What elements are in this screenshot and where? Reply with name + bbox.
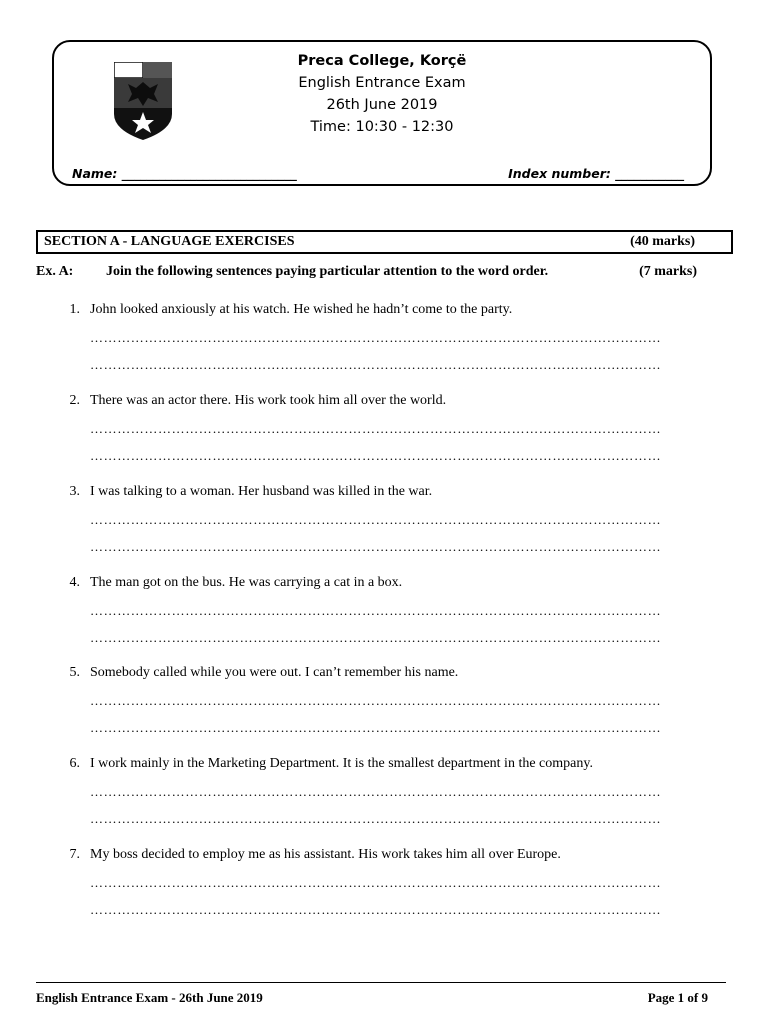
footer-divider bbox=[36, 982, 726, 983]
section-header bbox=[36, 230, 733, 254]
exam-title-block bbox=[54, 50, 710, 138]
answer-line[interactable]: ……………………………………………………………………………………………………………… bbox=[90, 603, 662, 618]
answer-line[interactable]: ……………………………………………………………………………………………………………… bbox=[90, 902, 662, 917]
answer-line[interactable]: ……………………………………………………………………………………………………………… bbox=[90, 330, 662, 345]
answer-line[interactable]: ……………………………………………………………………………………………………………… bbox=[90, 784, 662, 799]
exam-date: 26th June 2019 bbox=[326, 97, 438, 113]
question-number: 3. bbox=[69, 484, 80, 499]
exam-name: English Entrance Exam bbox=[298, 75, 466, 91]
question-text: I was talking to a woman. Her husband was killed in the war. bbox=[90, 484, 433, 499]
answer-line[interactable]: ……………………………………………………………………………………………………………… bbox=[90, 693, 662, 708]
question-number: 5. bbox=[69, 665, 80, 680]
question-text: Somebody called while you were out. I can’t remember his name. bbox=[90, 665, 459, 680]
exercise-instruction: Join the following sentences paying particular attention to the word order. bbox=[106, 264, 549, 279]
question-text: There was an actor there. His work took him all over the world. bbox=[90, 393, 447, 408]
name-field[interactable]: Name: ____________________________ bbox=[72, 166, 297, 181]
exercise-label: Ex. A: bbox=[36, 264, 74, 279]
answer-line[interactable]: ……………………………………………………………………………………………………………… bbox=[90, 720, 662, 735]
answer-line[interactable]: ……………………………………………………………………………………………………………… bbox=[90, 630, 662, 645]
question-number: 2. bbox=[69, 393, 80, 408]
footer-exam-info: English Entrance Exam - 26th June 2019 bbox=[36, 990, 263, 1005]
question-number: 4. bbox=[69, 575, 80, 590]
question-text: My boss decided to employ me as his assistant. His work takes him all over Europe. bbox=[90, 847, 561, 862]
question-number: 6. bbox=[69, 756, 80, 771]
exercise-marks: (7 marks) bbox=[639, 264, 697, 279]
question-text: I work mainly in the Marketing Department. It is the smallest department in the company. bbox=[90, 756, 593, 771]
answer-line[interactable]: ……………………………………………………………………………………………………………… bbox=[90, 875, 662, 890]
college-name: Preca College, Korçë bbox=[297, 53, 467, 69]
index-number-field[interactable]: Index number: ___________ bbox=[508, 166, 684, 181]
answer-line[interactable]: ……………………………………………………………………………………………………………… bbox=[90, 811, 662, 826]
answer-line[interactable]: ……………………………………………………………………………………………………………… bbox=[90, 512, 662, 527]
question-number: 7. bbox=[69, 847, 80, 862]
question-text: John looked anxiously at his watch. He wished he hadn’t come to the party. bbox=[90, 302, 513, 317]
question-number: 1. bbox=[69, 302, 80, 317]
answer-line[interactable]: ……………………………………………………………………………………………………………… bbox=[90, 448, 662, 463]
exam-header-box bbox=[52, 40, 712, 186]
section-title: SECTION A - LANGUAGE EXERCISES bbox=[44, 234, 295, 249]
section-marks: (40 marks) bbox=[630, 234, 695, 249]
page-number: Page 1 of 9 bbox=[647, 990, 708, 1005]
question-text: The man got on the bus. He was carrying a cat in a box. bbox=[90, 575, 403, 590]
answer-line[interactable]: ……………………………………………………………………………………………………………… bbox=[90, 357, 662, 372]
answer-line[interactable]: ……………………………………………………………………………………………………………… bbox=[90, 421, 662, 436]
answer-line[interactable]: ……………………………………………………………………………………………………………… bbox=[90, 539, 662, 554]
exam-time: Time: 10:30 - 12:30 bbox=[310, 119, 454, 135]
